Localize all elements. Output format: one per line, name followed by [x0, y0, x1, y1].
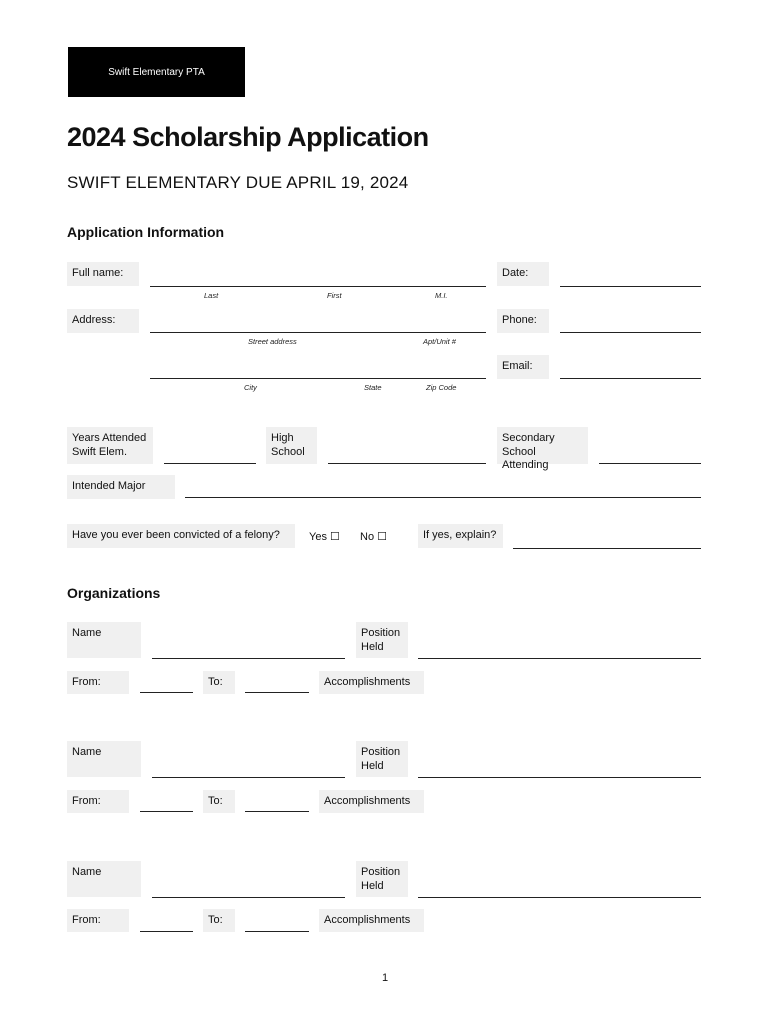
- position-line-2: Held: [361, 640, 384, 653]
- org-name-label: Name: [67, 861, 141, 897]
- phone-field[interactable]: [560, 332, 701, 333]
- page-title: 2024 Scholarship Application: [67, 122, 429, 152]
- full-name-field[interactable]: [150, 286, 486, 287]
- org-name-field[interactable]: [152, 658, 345, 659]
- position-line-1: Position: [361, 627, 401, 639]
- position-held-field[interactable]: [418, 777, 701, 778]
- felony-question: Have you ever been convicted of a felony?: [67, 524, 295, 548]
- position-line-1: Position: [361, 746, 401, 758]
- street-address-field[interactable]: [150, 332, 486, 333]
- from-field[interactable]: [140, 692, 193, 693]
- city-state-zip-field[interactable]: [150, 378, 486, 379]
- position-held-label: [356, 861, 408, 897]
- phone-label: Phone:: [497, 309, 549, 333]
- date-field[interactable]: [560, 286, 701, 287]
- to-label: To:: [203, 909, 235, 932]
- to-field[interactable]: [245, 811, 309, 812]
- from-field[interactable]: [140, 931, 193, 932]
- org-badge-text: Swift Elementary PTA: [108, 66, 205, 78]
- secondary-line-2: School Attending: [502, 445, 549, 471]
- to-field[interactable]: [245, 692, 309, 693]
- last-caption: Last: [204, 291, 219, 300]
- explain-label: If yes, explain?: [418, 524, 503, 548]
- secondary-school-field[interactable]: [599, 463, 701, 464]
- organizations-heading: Organizations: [67, 585, 161, 601]
- city-caption: City: [244, 383, 257, 392]
- org-name-field[interactable]: [152, 897, 345, 898]
- apt-caption: Apt/Unit #: [423, 337, 456, 346]
- org-name-label: Name: [67, 741, 141, 777]
- years-label-line-1: Years Attended: [72, 432, 147, 444]
- years-label-line-2: Swift Elem.: [72, 445, 128, 458]
- zip-caption: Zip Code: [426, 383, 457, 392]
- org-badge: [68, 47, 245, 97]
- accomplishments-label: Accomplishments: [319, 909, 424, 932]
- accomplishments-label: Accomplishments: [319, 671, 424, 694]
- full-name-label: Full name:: [67, 262, 139, 286]
- accomplishments-label: Accomplishments: [319, 790, 424, 813]
- high-school-line-2: School: [271, 445, 305, 458]
- position-line-2: Held: [361, 879, 384, 892]
- position-line-2: Held: [361, 759, 384, 772]
- mi-caption: M.I.: [435, 291, 448, 300]
- intended-major-field[interactable]: [185, 497, 701, 498]
- from-field[interactable]: [140, 811, 193, 812]
- high-school-line-1: High: [271, 432, 294, 444]
- from-label: From:: [67, 909, 129, 932]
- yes-checkbox[interactable]: Yes ☐: [309, 531, 340, 543]
- to-label: To:: [203, 790, 235, 813]
- years-attended-label: [67, 427, 153, 464]
- from-label: From:: [67, 790, 129, 813]
- no-checkbox[interactable]: No ☐: [360, 531, 387, 543]
- address-label: Address:: [67, 309, 139, 333]
- date-label: Date:: [497, 262, 549, 286]
- org-name-label: Name: [67, 622, 141, 658]
- email-field[interactable]: [560, 378, 701, 379]
- first-caption: First: [327, 291, 342, 300]
- explain-field[interactable]: [513, 548, 701, 549]
- to-label: To:: [203, 671, 235, 694]
- page-subtitle: SWIFT ELEMENTARY DUE APRIL 19, 2024: [67, 173, 409, 192]
- position-held-field[interactable]: [418, 897, 701, 898]
- from-label: From:: [67, 671, 129, 694]
- page-number: 1: [381, 972, 389, 984]
- application-heading: Application Information: [67, 224, 225, 240]
- email-label: Email:: [497, 355, 549, 379]
- intended-major-label: Intended Major: [67, 475, 175, 499]
- position-line-1: Position: [361, 866, 401, 878]
- secondary-line-1: Secondary: [502, 432, 555, 444]
- position-held-label: [356, 622, 408, 658]
- org-name-field[interactable]: [152, 777, 345, 778]
- position-held-field[interactable]: [418, 658, 701, 659]
- high-school-label: [266, 427, 317, 464]
- position-held-label: [356, 741, 408, 777]
- secondary-school-label: [497, 427, 588, 471]
- street-caption: Street address: [248, 337, 297, 346]
- to-field[interactable]: [245, 931, 309, 932]
- state-caption: State: [364, 383, 382, 392]
- years-attended-field[interactable]: [164, 463, 256, 464]
- high-school-field[interactable]: [328, 463, 486, 464]
